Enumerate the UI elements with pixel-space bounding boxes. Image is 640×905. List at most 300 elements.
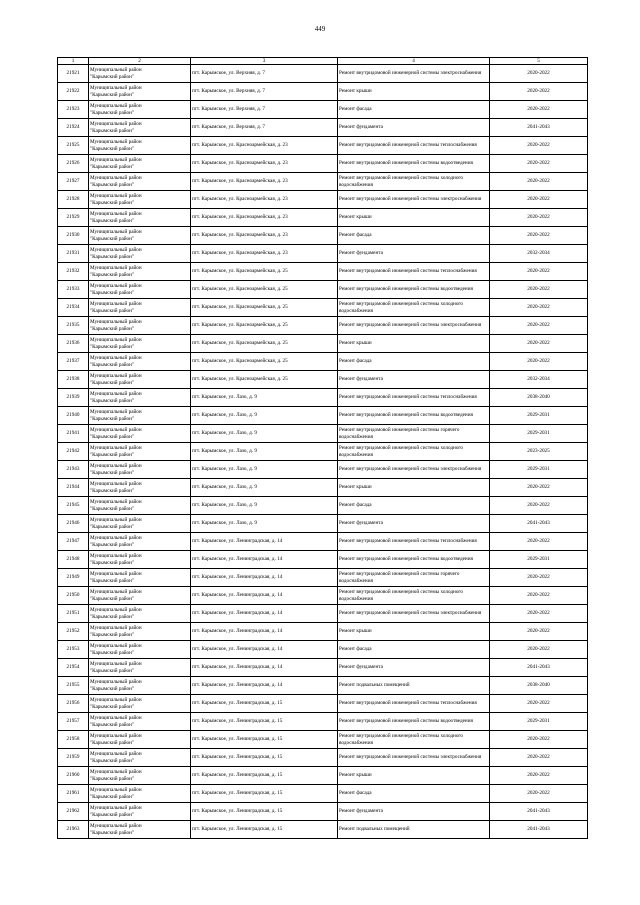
municipality-line-2: "Карымский район" xyxy=(90,649,135,656)
work-type-cell: Ремонт фундамента xyxy=(338,803,490,821)
address-cell: пгт. Карымское, ул. Ленинградская, д. 14 xyxy=(191,587,338,605)
work-type-cell: Ремонт фасада xyxy=(338,227,490,245)
row-number-cell: 21930 xyxy=(58,227,89,245)
municipality-line-2: "Карымский район" xyxy=(90,595,135,602)
period-cell: 2020-2022 xyxy=(490,533,588,551)
table-row xyxy=(58,479,588,497)
municipality-cell xyxy=(89,587,191,605)
municipality-line-1: Муниципальный район xyxy=(90,211,142,218)
municipality-line-2: "Карымский район" xyxy=(90,379,135,386)
municipality-line-1: Муниципальный район xyxy=(90,823,142,830)
work-type-cell: Ремонт фундамента xyxy=(338,119,490,137)
period-cell: 2020-2022 xyxy=(490,479,588,497)
address-cell: пгт. Карымское, ул. Красноармейская, д. 25 xyxy=(191,263,338,281)
table-row xyxy=(58,227,588,245)
address-cell: пгт. Карымское, ул. Красноармейская, д. 23 xyxy=(191,173,338,191)
address-cell: пгт. Карымское, ул. Лазо, д. 9 xyxy=(191,497,338,515)
work-type-cell: Ремонт внутридомовой инженерной системы горячего водоснабжения xyxy=(338,425,490,443)
table-row xyxy=(58,83,588,101)
municipality-line-1: Муниципальный район xyxy=(90,175,142,182)
municipality-cell xyxy=(89,371,191,389)
address-cell: пгт. Карымское, ул. Лазо, д. 9 xyxy=(191,461,338,479)
period-cell: 2020-2022 xyxy=(490,605,588,623)
municipality-cell xyxy=(89,101,191,119)
municipality-cell xyxy=(89,551,191,569)
municipality-line-1: Муниципальный район xyxy=(90,85,142,92)
work-type-cell: Ремонт внутридомовой инженерной системы теплоснабжения xyxy=(338,263,490,281)
address-cell: пгт. Карымское, ул. Красноармейская, д. 25 xyxy=(191,335,338,353)
period-cell: 2032-2034 xyxy=(490,245,588,263)
work-type-cell: Ремонт фундамента xyxy=(338,245,490,263)
table-row xyxy=(58,731,588,749)
municipality-cell xyxy=(89,227,191,245)
municipality-cell xyxy=(89,659,191,677)
work-type-cell: Ремонт внутридомовой инженерной системы теплоснабжения xyxy=(338,389,490,407)
municipality-line-1: Муниципальный район xyxy=(90,481,142,488)
address-cell: пгт. Карымское, ул. Красноармейская, д. 25 xyxy=(191,281,338,299)
address-cell: пгт. Карымское, ул. Красноармейская, д. 25 xyxy=(191,353,338,371)
municipality-line-1: Муниципальный район xyxy=(90,517,142,524)
row-number-cell: 21939 xyxy=(58,389,89,407)
address-cell: пгт. Карымское, ул. Красноармейская, д. 23 xyxy=(191,155,338,173)
table-row xyxy=(58,461,588,479)
address-cell: пгт. Карымское, ул. Ленинградская, д. 15 xyxy=(191,713,338,731)
table-row xyxy=(58,641,588,659)
period-cell: 2032-2034 xyxy=(490,371,588,389)
table-row xyxy=(58,659,588,677)
table-row xyxy=(58,515,588,533)
table-row xyxy=(58,623,588,641)
table-row xyxy=(58,425,588,443)
municipality-line-1: Муниципальный район xyxy=(90,463,142,470)
row-number-cell: 21951 xyxy=(58,605,89,623)
table-row xyxy=(58,695,588,713)
table-row xyxy=(58,605,588,623)
municipality-cell xyxy=(89,65,191,83)
table-row xyxy=(58,101,588,119)
municipality-line-2: "Карымский район" xyxy=(90,127,135,134)
address-cell: пгт. Карымское, ул. Ленинградская, д. 14 xyxy=(191,605,338,623)
row-number-cell: 21941 xyxy=(58,425,89,443)
work-type-cell: Ремонт внутридомовой инженерной системы водоотведения xyxy=(338,155,490,173)
address-cell: пгт. Карымское, ул. Красноармейская, д. 23 xyxy=(191,137,338,155)
municipality-cell xyxy=(89,821,191,839)
table-row xyxy=(58,191,588,209)
period-cell: 2020-2022 xyxy=(490,335,588,353)
municipality-line-1: Муниципальный район xyxy=(90,607,142,614)
header-cell-1: 1 xyxy=(58,58,89,65)
row-number-cell: 21946 xyxy=(58,515,89,533)
table-row xyxy=(58,713,588,731)
period-cell: 2020-2022 xyxy=(490,281,588,299)
municipality-cell xyxy=(89,785,191,803)
municipality-line-1: Муниципальный район xyxy=(90,445,142,452)
work-type-cell: Ремонт внутридомовой инженерной системы электроснабжения xyxy=(338,191,490,209)
address-cell: пгт. Карымское, ул. Ленинградская, д. 14 xyxy=(191,533,338,551)
municipality-line-1: Муниципальный район xyxy=(90,193,142,200)
municipality-cell xyxy=(89,281,191,299)
period-cell: 2038-2040 xyxy=(490,677,588,695)
period-cell: 2029-2031 xyxy=(490,407,588,425)
row-number-cell: 21937 xyxy=(58,353,89,371)
row-number-cell: 21963 xyxy=(58,821,89,839)
municipality-line-2: "Карымский район" xyxy=(90,829,135,836)
period-cell: 2020-2022 xyxy=(490,785,588,803)
row-number-cell: 21921 xyxy=(58,65,89,83)
work-type-cell: Ремонт фундамента xyxy=(338,659,490,677)
municipality-cell xyxy=(89,119,191,137)
period-cell: 2020-2022 xyxy=(490,299,588,317)
table-row xyxy=(58,389,588,407)
row-number-cell: 21943 xyxy=(58,461,89,479)
municipality-line-2: "Карымский район" xyxy=(90,145,135,152)
municipality-cell xyxy=(89,731,191,749)
municipality-line-2: "Карымский район" xyxy=(90,325,135,332)
municipality-line-2: "Карымский район" xyxy=(90,73,135,80)
period-cell: 2020-2022 xyxy=(490,65,588,83)
row-number-cell: 21952 xyxy=(58,623,89,641)
period-cell: 2020-2022 xyxy=(490,569,588,587)
municipality-line-1: Муниципальный район xyxy=(90,769,142,776)
municipality-line-2: "Карымский район" xyxy=(90,577,135,584)
work-type-cell: Ремонт внутридомовой инженерной системы горячего водоснабжения xyxy=(338,569,490,587)
municipality-cell xyxy=(89,443,191,461)
work-type-cell: Ремонт внутридомовой инженерной системы холодного водоснабжения xyxy=(338,299,490,317)
municipality-cell xyxy=(89,803,191,821)
table-row xyxy=(58,173,588,191)
municipality-line-1: Муниципальный район xyxy=(90,265,142,272)
municipality-cell xyxy=(89,191,191,209)
work-type-cell: Ремонт внутридомовой инженерной системы холодного водоснабжения xyxy=(338,587,490,605)
municipality-line-2: "Карымский район" xyxy=(90,361,135,368)
work-type-cell: Ремонт внутридомовой инженерной системы электроснабжения xyxy=(338,317,490,335)
municipality-line-1: Муниципальный район xyxy=(90,157,142,164)
header-cell-5: 5 xyxy=(490,58,588,65)
municipality-line-1: Муниципальный район xyxy=(90,373,142,380)
work-type-cell: Ремонт подвальных помещений xyxy=(338,677,490,695)
municipality-cell xyxy=(89,605,191,623)
municipality-cell xyxy=(89,461,191,479)
municipality-line-1: Муниципальный район xyxy=(90,643,142,650)
municipality-line-2: "Карымский район" xyxy=(90,271,135,278)
period-cell: 2041-2043 xyxy=(490,659,588,677)
municipality-cell xyxy=(89,623,191,641)
row-number-cell: 21936 xyxy=(58,335,89,353)
period-cell: 2020-2022 xyxy=(490,209,588,227)
address-cell: пгт. Карымское, ул. Ленинградская, д. 14 xyxy=(191,623,338,641)
address-cell: пгт. Карымское, ул. Ленинградская, д. 15 xyxy=(191,731,338,749)
table-row xyxy=(58,569,588,587)
address-cell: пгт. Карымское, ул. Красноармейская, д. 25 xyxy=(191,299,338,317)
municipality-line-1: Муниципальный район xyxy=(90,121,142,128)
municipality-line-2: "Карымский район" xyxy=(90,109,135,116)
address-cell: пгт. Карымское, ул. Красноармейская, д. 23 xyxy=(191,209,338,227)
row-number-cell: 21931 xyxy=(58,245,89,263)
municipality-line-1: Муниципальный район xyxy=(90,301,142,308)
municipality-line-2: "Карымский район" xyxy=(90,775,135,782)
municipality-cell xyxy=(89,767,191,785)
municipality-line-2: "Карымский район" xyxy=(90,163,135,170)
address-cell: пгт. Карымское, ул. Ленинградская, д. 14 xyxy=(191,677,338,695)
municipality-line-2: "Карымский район" xyxy=(90,631,135,638)
municipality-cell xyxy=(89,407,191,425)
municipality-line-1: Муниципальный район xyxy=(90,535,142,542)
municipality-line-2: "Карымский район" xyxy=(90,703,135,710)
table-row xyxy=(58,281,588,299)
address-cell: пгт. Карымское, ул. Ленинградская, д. 15 xyxy=(191,695,338,713)
period-cell: 2020-2022 xyxy=(490,191,588,209)
work-type-cell: Ремонт внутридомовой инженерной системы электроснабжения xyxy=(338,65,490,83)
municipality-line-2: "Карымский район" xyxy=(90,181,135,188)
municipality-line-2: "Карымский район" xyxy=(90,217,135,224)
address-cell: пгт. Карымское, ул. Ленинградская, д. 15 xyxy=(191,821,338,839)
row-number-cell: 21954 xyxy=(58,659,89,677)
municipality-line-2: "Карымский район" xyxy=(90,793,135,800)
row-number-cell: 21962 xyxy=(58,803,89,821)
municipality-cell xyxy=(89,263,191,281)
address-cell: пгт. Карымское, ул. Красноармейская, д. 23 xyxy=(191,245,338,263)
address-cell: пгт. Карымское, ул. Верхняя, д. 7 xyxy=(191,119,338,137)
table-row xyxy=(58,551,588,569)
row-number-cell: 21950 xyxy=(58,587,89,605)
municipality-line-2: "Карымский район" xyxy=(90,667,135,674)
work-type-cell: Ремонт внутридомовой инженерной системы электроснабжения xyxy=(338,461,490,479)
table-row xyxy=(58,443,588,461)
work-type-cell: Ремонт внутридомовой инженерной системы электроснабжения xyxy=(338,749,490,767)
period-cell: 2020-2022 xyxy=(490,137,588,155)
municipality-line-2: "Карымский район" xyxy=(90,685,135,692)
period-cell: 2020-2022 xyxy=(490,317,588,335)
work-type-cell: Ремонт фасада xyxy=(338,353,490,371)
period-cell: 2041-2043 xyxy=(490,119,588,137)
row-number-cell: 21926 xyxy=(58,155,89,173)
row-number-cell: 21944 xyxy=(58,479,89,497)
work-type-cell: Ремонт фундамента xyxy=(338,515,490,533)
period-cell: 2041-2043 xyxy=(490,515,588,533)
address-cell: пгт. Карымское, ул. Красноармейская, д. 23 xyxy=(191,191,338,209)
period-cell: 2020-2022 xyxy=(490,263,588,281)
address-cell: пгт. Карымское, ул. Красноармейская, д. 23 xyxy=(191,227,338,245)
address-cell: пгт. Карымское, ул. Верхняя, д. 7 xyxy=(191,65,338,83)
table-row xyxy=(58,245,588,263)
municipality-line-2: "Карымский район" xyxy=(90,469,135,476)
table-row xyxy=(58,263,588,281)
row-number-cell: 21958 xyxy=(58,731,89,749)
address-cell: пгт. Карымское, ул. Ленинградская, д. 14 xyxy=(191,569,338,587)
row-number-cell: 21948 xyxy=(58,551,89,569)
work-type-cell: Ремонт подвальных помещений xyxy=(338,821,490,839)
municipality-cell xyxy=(89,425,191,443)
row-number-cell: 21942 xyxy=(58,443,89,461)
municipality-cell xyxy=(89,353,191,371)
header-cell-2: 2 xyxy=(89,58,191,65)
address-cell: пгт. Карымское, ул. Лазо, д. 9 xyxy=(191,407,338,425)
row-number-cell: 21940 xyxy=(58,407,89,425)
table-row xyxy=(58,407,588,425)
row-number-cell: 21938 xyxy=(58,371,89,389)
work-type-cell: Ремонт крыши xyxy=(338,209,490,227)
period-cell: 2029-2031 xyxy=(490,425,588,443)
work-type-cell: Ремонт крыши xyxy=(338,623,490,641)
table-row xyxy=(58,209,588,227)
municipality-line-1: Муниципальный район xyxy=(90,499,142,506)
work-type-cell: Ремонт фасада xyxy=(338,101,490,119)
municipality-line-1: Муниципальный район xyxy=(90,625,142,632)
table-row xyxy=(58,767,588,785)
address-cell: пгт. Карымское, ул. Ленинградская, д. 15 xyxy=(191,749,338,767)
period-cell: 2020-2022 xyxy=(490,83,588,101)
municipality-line-1: Муниципальный район xyxy=(90,697,142,704)
period-cell: 2023-2025 xyxy=(490,443,588,461)
row-number-cell: 21956 xyxy=(58,695,89,713)
row-number-cell: 21929 xyxy=(58,209,89,227)
municipality-line-1: Муниципальный район xyxy=(90,355,142,362)
municipality-line-2: "Карымский район" xyxy=(90,487,135,494)
municipality-line-2: "Карымский район" xyxy=(90,451,135,458)
table-row xyxy=(58,677,588,695)
municipality-line-1: Муниципальный район xyxy=(90,139,142,146)
municipality-cell xyxy=(89,209,191,227)
municipality-line-1: Муниципальный район xyxy=(90,679,142,686)
row-number-cell: 21927 xyxy=(58,173,89,191)
work-type-cell: Ремонт фасада xyxy=(338,641,490,659)
table-row xyxy=(58,335,588,353)
work-type-cell: Ремонт внутридомовой инженерной системы холодного водоснабжения xyxy=(338,173,490,191)
period-cell: 2038-2040 xyxy=(490,389,588,407)
period-cell: 2020-2022 xyxy=(490,101,588,119)
table-header-row xyxy=(58,58,588,65)
period-cell: 2041-2043 xyxy=(490,821,588,839)
municipality-cell xyxy=(89,497,191,515)
period-cell: 2020-2022 xyxy=(490,353,588,371)
municipality-cell xyxy=(89,389,191,407)
municipality-line-1: Муниципальный район xyxy=(90,805,142,812)
work-type-cell: Ремонт внутридомовой инженерной системы теплоснабжения xyxy=(338,695,490,713)
municipality-cell xyxy=(89,695,191,713)
municipality-line-1: Муниципальный район xyxy=(90,733,142,740)
municipality-line-1: Муниципальный район xyxy=(90,715,142,722)
row-number-cell: 21960 xyxy=(58,767,89,785)
municipality-cell xyxy=(89,245,191,263)
header-cell-4: 4 xyxy=(338,58,490,65)
work-type-cell: Ремонт внутридомовой инженерной системы теплоснабжения xyxy=(338,533,490,551)
municipality-line-1: Муниципальный район xyxy=(90,751,142,758)
municipality-line-2: "Карымский район" xyxy=(90,289,135,296)
row-number-cell: 21957 xyxy=(58,713,89,731)
address-cell: пгт. Карымское, ул. Красноармейская, д. 25 xyxy=(191,371,338,389)
municipality-line-2: "Карымский район" xyxy=(90,811,135,818)
work-type-cell: Ремонт внутридомовой инженерной системы водоотведения xyxy=(338,713,490,731)
period-cell: 2041-2043 xyxy=(490,803,588,821)
municipality-line-1: Муниципальный район xyxy=(90,661,142,668)
municipality-cell xyxy=(89,713,191,731)
municipality-line-2: "Карымский район" xyxy=(90,397,135,404)
period-cell: 2029-2031 xyxy=(490,461,588,479)
municipality-line-1: Муниципальный район xyxy=(90,571,142,578)
address-cell: пгт. Карымское, ул. Ленинградская, д. 14 xyxy=(191,659,338,677)
municipality-line-1: Муниципальный район xyxy=(90,247,142,254)
row-number-cell: 21922 xyxy=(58,83,89,101)
address-cell: пгт. Карымское, ул. Лазо, д. 9 xyxy=(191,479,338,497)
municipality-line-1: Муниципальный район xyxy=(90,427,142,434)
address-cell: пгт. Карымское, ул. Ленинградская, д. 14 xyxy=(191,551,338,569)
period-cell: 2020-2022 xyxy=(490,641,588,659)
row-number-cell: 21925 xyxy=(58,137,89,155)
municipality-line-2: "Карымский район" xyxy=(90,415,135,422)
row-number-cell: 21934 xyxy=(58,299,89,317)
municipality-line-2: "Карымский район" xyxy=(90,253,135,260)
period-cell: 2020-2022 xyxy=(490,227,588,245)
municipality-line-2: "Карымский район" xyxy=(90,757,135,764)
work-type-cell: Ремонт внутридомовой инженерной системы водоотведения xyxy=(338,407,490,425)
municipality-line-1: Муниципальный район xyxy=(90,103,142,110)
period-cell: 2020-2022 xyxy=(490,623,588,641)
municipality-cell xyxy=(89,569,191,587)
municipality-cell xyxy=(89,137,191,155)
table-row xyxy=(58,821,588,839)
municipality-line-1: Муниципальный район xyxy=(90,319,142,326)
row-number-cell: 21947 xyxy=(58,533,89,551)
address-cell: пгт. Карымское, ул. Лазо, д. 9 xyxy=(191,515,338,533)
address-cell: пгт. Карымское, ул. Верхняя, д. 7 xyxy=(191,83,338,101)
municipality-line-2: "Карымский район" xyxy=(90,307,135,314)
period-cell: 2020-2022 xyxy=(490,767,588,785)
row-number-cell: 21961 xyxy=(58,785,89,803)
municipality-line-2: "Карымский район" xyxy=(90,613,135,620)
period-cell: 2020-2022 xyxy=(490,173,588,191)
municipality-line-1: Муниципальный район xyxy=(90,229,142,236)
work-type-cell: Ремонт крыши xyxy=(338,83,490,101)
municipality-line-2: "Карымский район" xyxy=(90,559,135,566)
table-row xyxy=(58,785,588,803)
municipality-cell xyxy=(89,317,191,335)
municipality-cell xyxy=(89,299,191,317)
work-type-cell: Ремонт внутридомовой инженерной системы водоотведения xyxy=(338,281,490,299)
row-number-cell: 21945 xyxy=(58,497,89,515)
period-cell: 2020-2022 xyxy=(490,155,588,173)
repair-schedule-table xyxy=(57,57,588,839)
municipality-line-1: Муниципальный район xyxy=(90,589,142,596)
row-number-cell: 21959 xyxy=(58,749,89,767)
table-row xyxy=(58,497,588,515)
municipality-line-2: "Карымский район" xyxy=(90,91,135,98)
municipality-cell xyxy=(89,749,191,767)
municipality-cell xyxy=(89,677,191,695)
municipality-cell xyxy=(89,173,191,191)
work-type-cell: Ремонт крыши xyxy=(338,335,490,353)
table-row xyxy=(58,155,588,173)
work-type-cell: Ремонт внутридомовой инженерной системы холодного водоснабжения xyxy=(338,443,490,461)
address-cell: пгт. Карымское, ул. Ленинградская, д. 15 xyxy=(191,803,338,821)
address-cell: пгт. Карымское, ул. Ленинградская, д. 15 xyxy=(191,767,338,785)
work-type-cell: Ремонт фасада xyxy=(338,785,490,803)
municipality-cell xyxy=(89,83,191,101)
municipality-cell xyxy=(89,155,191,173)
municipality-cell xyxy=(89,641,191,659)
table-row xyxy=(58,587,588,605)
work-type-cell: Ремонт фундамента xyxy=(338,371,490,389)
row-number-cell: 21928 xyxy=(58,191,89,209)
row-number-cell: 21949 xyxy=(58,569,89,587)
period-cell: 2020-2022 xyxy=(490,587,588,605)
table-row xyxy=(58,65,588,83)
row-number-cell: 21935 xyxy=(58,317,89,335)
work-type-cell: Ремонт крыши xyxy=(338,479,490,497)
table-row xyxy=(58,119,588,137)
address-cell: пгт. Карымское, ул. Ленинградская, д. 14 xyxy=(191,641,338,659)
table-row xyxy=(58,533,588,551)
row-number-cell: 21932 xyxy=(58,263,89,281)
